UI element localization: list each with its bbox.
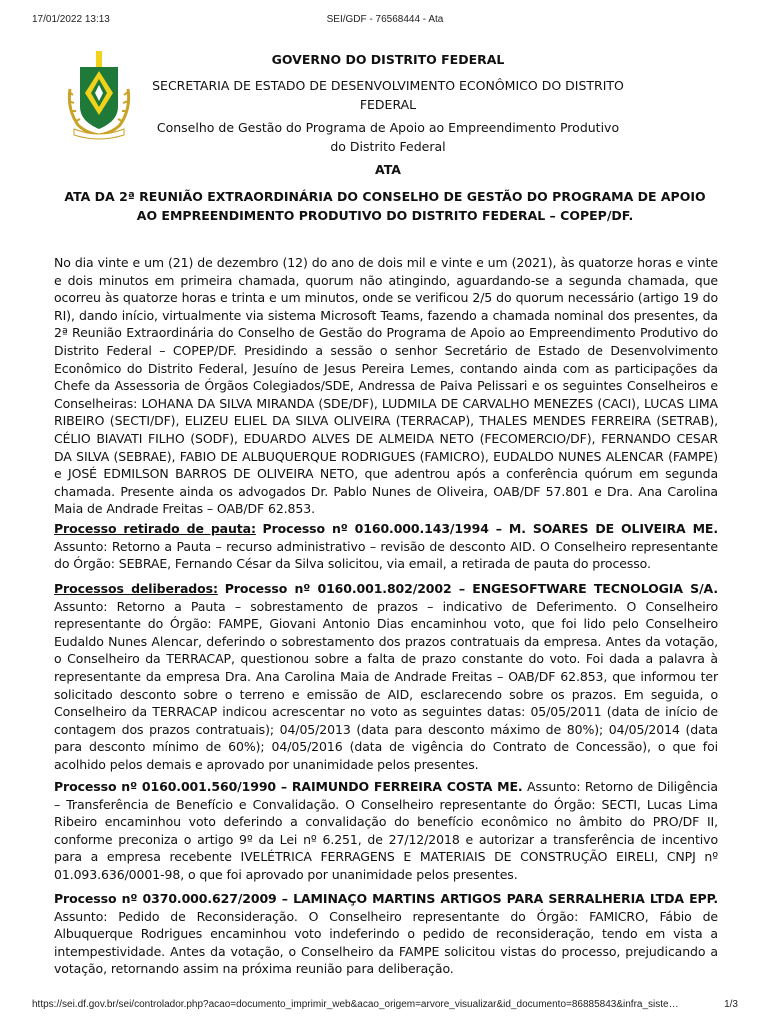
process3-paragraph bbox=[54, 890, 718, 978]
page-number: 1/3 bbox=[724, 999, 738, 1010]
print-header bbox=[32, 14, 738, 25]
process2-text: Assunto: Retorno de Diligência – Transferência de Benefício e Convalidação. O Conselheiro representante do Órgão: SECTI, Lucas Lima Ribeiro encaminhou voto deferindo a convalidação do benefício econômico no âmbito do PRO/DF II, conforme preconiza o artigo 9º da Lei nº 6.251, de 27/12/2018 e autorizar a transferência de incentivo para a empresa recebente IVELÉTRICA FERRAGENS E MATERIAIS DE CONSTRUÇÃO EIRELI, CNPJ nº 01.093.636/0001-98, o que foi aprovado por unanimidade pelos presentes. bbox=[54, 779, 718, 882]
deliberated-text: Assunto: Retorno a Pauta – sobrestamento de prazos – indicativo de Deferimento. O Conselheiro representante do Órgão: FAMPE, Giovani Antonio Dias encaminhou voto, que foi lido pelo Conselheiro Eudaldo Nunes Alencar, deferindo o sobrestamento dos prazos contratuais da empresa. Antes da votação, o Conselheiro da TERRACAP, questionou sobre a falta de prazo constante do voto. Foi dada a palavra à representante da empresa Dra. Ana Carolina Maia de Andrade Freitas – OAB/DF 62.853, que informou ter solicitado desconto sobre o terreno e emissão de AID, esclarecendo sobre os prazos. Em seguida, o Conselheiro da TERRACAP indicou acrescentar no voto as seguintes datas: 05/05/2011 (data de início de contagem dos prazos contratuais); 04/05/2013 (data para desconto máximo de 80%); 04/05/2014 (data para desconto mínimo de 60%); 04/05/2016 (data de vigência do Contrato de Concessão), o que foi acolhido pelos demais e aprovado por unanimidade pelos presentes. bbox=[54, 598, 718, 772]
print-datetime: 17/01/2022 13:13 bbox=[32, 14, 110, 25]
withdrawn-process-id: Processo nº 0160.000.143/1994 – M. SOARES DE OLIVEIRA ME. bbox=[262, 521, 719, 536]
council-heading: Conselho de Gestão do Programa de Apoio ao Empreendimento Produtivo do Distrito Federal bbox=[156, 120, 620, 154]
print-url: https://sei.df.gov.br/sei/controlador.php?acao=documento_imprimir_web&acao_origem=arvore_visualizar&id_documento=86885843&infra_siste… bbox=[32, 999, 679, 1010]
secretariat-heading: SECRETARIA DE ESTADO DE DESENVOLVIMENTO ECONÔMICO DO DISTRITO FEDERAL bbox=[152, 78, 624, 112]
deliberated-process-id: Processo nº 0160.001.802/2002 – ENGESOFTWARE TECNOLOGIA S/A. bbox=[224, 581, 719, 596]
print-footer bbox=[32, 999, 738, 1010]
withdrawn-process-paragraph bbox=[54, 520, 718, 573]
print-doc-title: SEI/GDF - 76568444 - Ata bbox=[326, 14, 444, 25]
doc-type-heading: ATA bbox=[375, 162, 401, 177]
process2-id: Processo nº 0160.001.560/1990 – RAIMUNDO FERREIRA COSTA ME. bbox=[54, 779, 523, 794]
process2-paragraph bbox=[54, 778, 718, 884]
opening-paragraph: No dia vinte e um (21) de dezembro (12) do ano de dois mil e vinte e um (2021), às quatorze horas e vinte e dois minutos em primeira chamada, quorum não atingindo, aguardando-se a segunda chamada, que ocorreu às quatorze horas e trinta e um minutos, onde se verificou 2/5 do quorum necessário (artigo 19 do RI), dando início, virtualmente via sistema Microsoft Teams, fazendo a chamada nominal dos presentes, da 2ª Reunião Extraordinária do Conselho de Gestão do Programa de Apoio ao Empreendimento Produtivo do Distrito Federal – COPEP/DF. Presidindo a sessão o senhor Secretário de Estado de Desenvolvimento Econômico do Distrito Federal, Jesuíno de Jesus Pereira Lemes, contando ainda com as participações da Chefe da Assessoria de Órgãos Colegiados/SDE, Andressa de Paiva Pelissari e os seguintes Conselheiros e Conselheiras: LOHANA DA SILVA MIRANDA (SDE/DF), LUDMILA DE CARVALHO MENEZES (CACI), LUCAS LIMA RIBEIRO (SECTI/DF), ELIZEU ELIEL DA SILVA OLIVEIRA (TERRACAP), THALES MENDES FERREIRA (SETRAB), CÉLIO BIAVATI FILHO (SODF), EDUARDO ALVES DE ALMEIDA NETO (FECOMERCIO/DF), FERNANDO CESAR DA SILVA (SEBRAE), FABIO DE ALBUQUERQUE RODRIGUES (FAMICRO), EUDALDO NUNES ALENCAR (FAMPE) e JOSÉ EDMILSON BARROS DE OLIVEIRA NETO, que adentrou após a conferência quórum em segunda chamada. Presente ainda os advogados Dr. Pablo Nunes de Oliveira, OAB/DF 57.801 e Dra. Ana Carolina Maia de Andrade Freitas – OAB/DF 62.853. bbox=[54, 255, 718, 517]
gdf-coat-of-arms-logo bbox=[66, 49, 132, 141]
government-heading: GOVERNO DO DISTRITO FEDERAL bbox=[271, 52, 505, 67]
withdrawn-text: Assunto: Retorno a Pauta – recurso administrativo – revisão de desconto AID. O Conselheiro representante do Órgão: SEBRAE, Fernando César da Silva solicitou, via email, a retirada de pauta do processo. bbox=[54, 538, 718, 572]
document-title: ATA DA 2ª REUNIÃO EXTRAORDINÁRIA DO CONSELHO DE GESTÃO DO PROGRAMA DE APOIO AO EMPREENDIMENTO PRODUTIVO DO DISTRITO FEDERAL – COPEP/DF. bbox=[64, 189, 706, 223]
process3-text: Assunto: Pedido de Reconsideração. O Conselheiro representante do Órgão: FAMICRO, Fábio de Albuquerque Rodrigues encaminhou voto indeferindo o pedido de reconsideração, tendo em vista a intempestividade. Antes da votação, o Conselheiro da FAMPE solicitou vistas do processo, prejudicando a votação, retornando assim na próxima reunião para deliberação. bbox=[54, 908, 718, 977]
withdrawn-label: Processo retirado de pauta: bbox=[54, 521, 256, 536]
deliberated-process-paragraph bbox=[54, 580, 718, 774]
deliberated-label: Processos deliberados: bbox=[54, 581, 218, 596]
process3-id: Processo nº 0370.000.627/2009 – LAMINAÇO MARTINS ARTIGOS PARA SERRALHERIA LTDA EPP. bbox=[54, 891, 718, 906]
